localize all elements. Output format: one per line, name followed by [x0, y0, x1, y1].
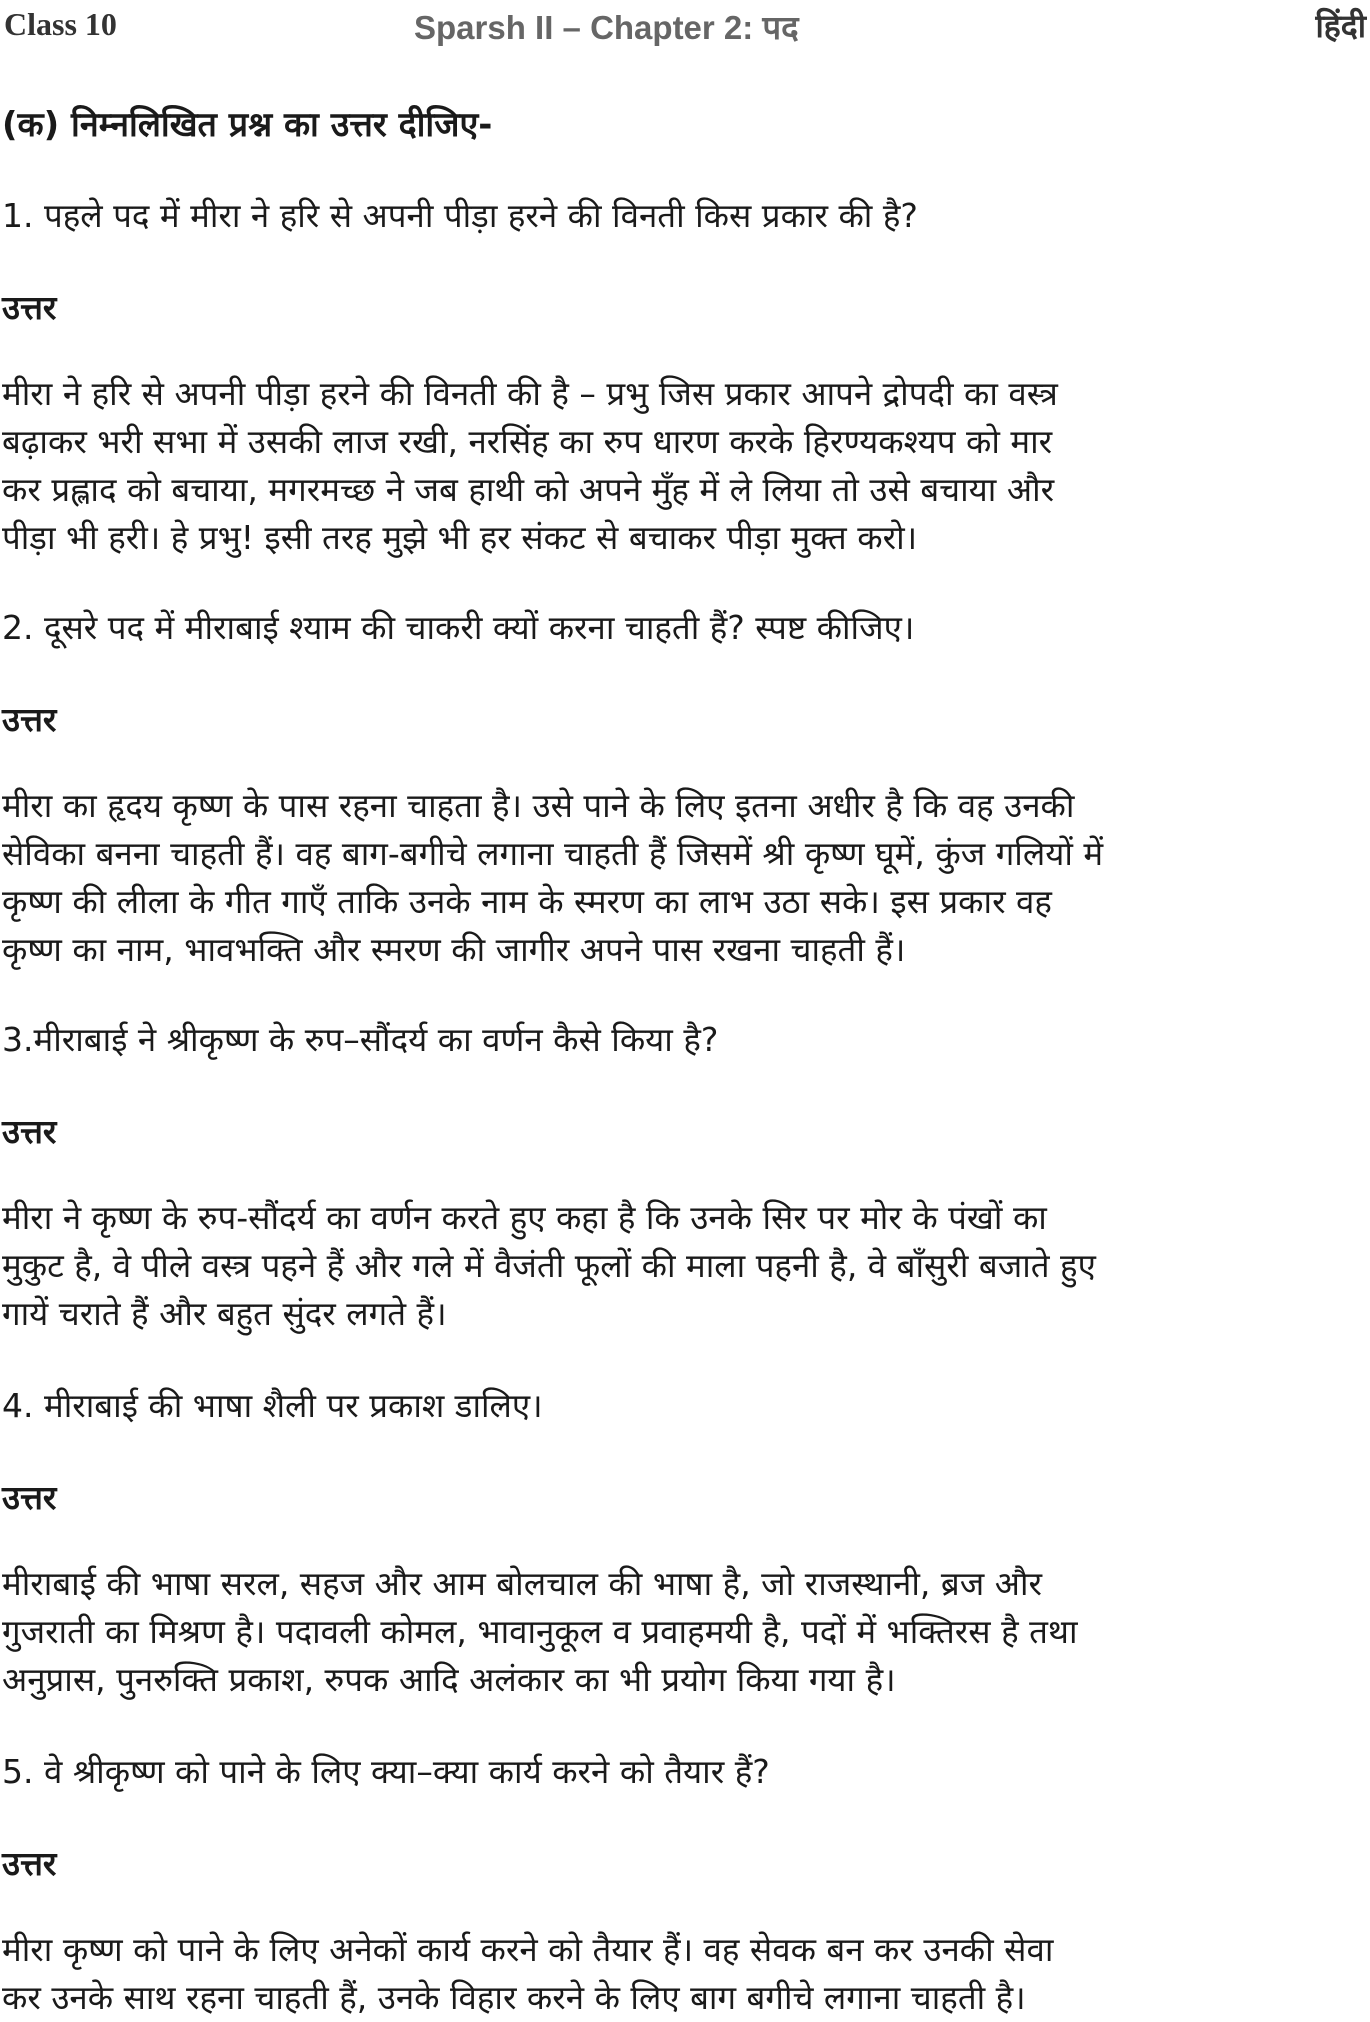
chapter-title: Sparsh II – Chapter 2: पद [414, 9, 799, 46]
subject-label: हिंदी [1315, 7, 1366, 45]
answer-line: मीरा ने कृष्ण के रुप-सौंदर्य का वर्णन करते हुए कहा है कि उनके सिर पर मोर के पंखों का [2, 1198, 1047, 1237]
answer-line: बढ़ाकर भरी सभा में उसकी लाज रखी, नरसिंह का रुप धारण करके हिरण्यकश्यप को मार [2, 422, 1053, 461]
question-2: 2. दूसरे पद में मीराबाई श्याम की चाकरी क्यों करना चाहती हैं? स्पष्ट कीजिए। [2, 608, 915, 647]
answer-line: मीरा ने हरि से अपनी पीड़ा हरने की विनती की है – प्रभु जिस प्रकार आपने द्रोपदी का वस्त्र [2, 374, 1058, 413]
question-3: 3.मीराबाई ने श्रीकृष्ण के रुप–सौंदर्य का वर्णन कैसे किया है? [2, 1020, 719, 1059]
answer-label-1: उत्तर [2, 288, 57, 327]
answer-line: मुकुट है, वे पीले वस्त्र पहने हैं और गले में वैजंती फूलों की माला पहनी है, वे बाँसुरी बजाते हुए [2, 1246, 1096, 1285]
answer-line: गायें चराते हैं और बहुत सुंदर लगते हैं। [2, 1294, 447, 1333]
answer-2 [2, 782, 1262, 974]
section-heading: (क) निम्नलिखित प्रश्न का उत्तर दीजिए- [2, 105, 493, 145]
answer-line: गुजराती का मिश्रण है। पदावली कोमल, भावानुकूल व प्रवाहमयी है, पदों में भक्तिरस है तथा [2, 1612, 1078, 1651]
answer-line: कृष्ण का नाम, भावभक्ति और स्मरण की जागीर अपने पास रखना चाहती हैं। [2, 930, 906, 969]
class-label: Class 10 [4, 6, 117, 42]
answer-line: कर प्रह्लाद को बचाया, मगरमच्छ ने जब हाथी को अपने मुँह में ले लिया तो उसे बचाया और [2, 470, 1055, 509]
question-1: 1. पहले पद में मीरा ने हरि से अपनी पीड़ा हरने की विनती किस प्रकार की है? [2, 196, 918, 235]
answer-4 [2, 1560, 1262, 1704]
page-header [2, 0, 1370, 60]
question-5: 5. वे श्रीकृष्ण को पाने के लिए क्या–क्या कार्य करने को तैयार हैं? [2, 1752, 770, 1791]
answer-label-3: उत्तर [2, 1112, 57, 1151]
question-4: 4. मीराबाई की भाषा शैली पर प्रकाश डालिए। [2, 1386, 543, 1425]
answer-5 [2, 1926, 1262, 2022]
answer-line: अनुप्रास, पुनरुक्ति प्रकाश, रुपक आदि अलंकार का भी प्रयोग किया गया है। [2, 1660, 896, 1699]
answer-line: सेविका बनना चाहती हैं। वह बाग-बगीचे लगाना चाहती हैं जिसमें श्री कृष्ण घूमें, कुंज गलियों में [2, 834, 1104, 873]
answer-label-2: उत्तर [2, 700, 57, 739]
answer-line: मीराबाई की भाषा सरल, सहज और आम बोलचाल की भाषा है, जो राजस्थानी, ब्रज और [2, 1564, 1042, 1603]
answer-line: कृष्ण की लीला के गीत गाएँ ताकि उनके नाम के स्मरण का लाभ उठा सके। इस प्रकार वह [2, 882, 1052, 921]
answer-3 [2, 1194, 1262, 1338]
answer-label-5: उत्तर [2, 1844, 57, 1883]
answer-line: मीरा कृष्ण को पाने के लिए अनेकों कार्य करने को तैयार हैं। वह सेवक बन कर उनकी सेवा [2, 1930, 1054, 1969]
answer-1 [2, 370, 1262, 562]
answer-line: मीरा का हृदय कृष्ण के पास रहना चाहता है। उसे पाने के लिए इतना अधीर है कि वह उनकी [2, 786, 1075, 825]
answer-label-4: उत्तर [2, 1478, 57, 1517]
answer-line: पीड़ा भी हरी। हे प्रभु! इसी तरह मुझे भी हर संकट से बचाकर पीड़ा मुक्त करो। [2, 518, 918, 557]
answer-line: कर उनके साथ रहना चाहती हैं, उनके विहार करने के लिए बाग बगीचे लगाना चाहती है। [2, 1978, 1026, 2017]
